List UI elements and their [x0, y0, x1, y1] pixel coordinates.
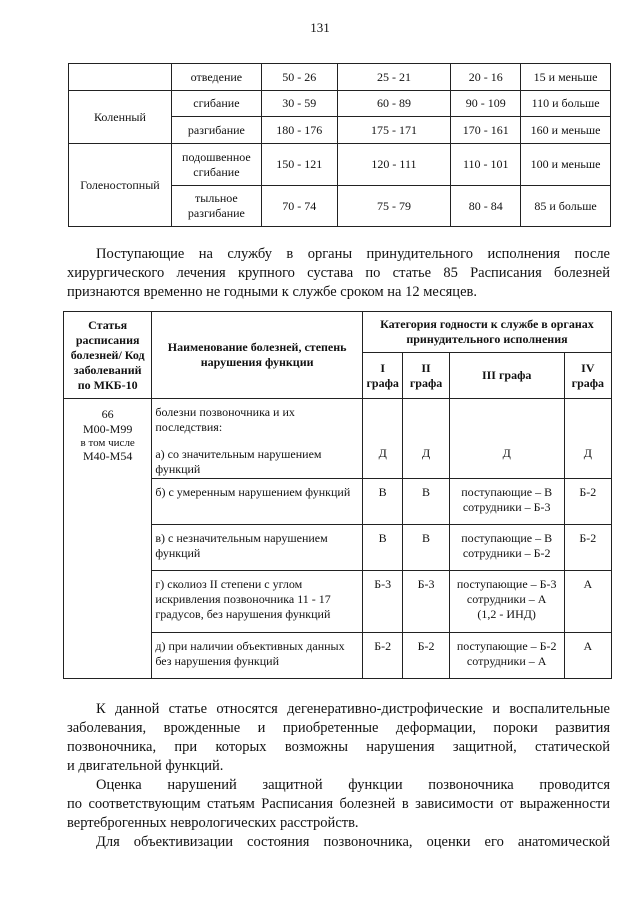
range-cell: 25 - 21 [337, 64, 451, 91]
disease-name-cell [152, 399, 363, 479]
icd-code-subrange: М40-М54 [83, 449, 133, 463]
paragraph-objectification [67, 833, 610, 852]
range-cell: 20 - 16 [451, 64, 521, 91]
category-employees: сотрудники – Б-3 [462, 500, 551, 514]
range-cell: 100 и меньше [521, 144, 611, 186]
text-line: Для объективизации состояния позвоночника, оценки его анатомической [96, 834, 610, 850]
joint-cell: Коленный [69, 91, 172, 144]
fitness-category-table [63, 311, 612, 679]
paragraph-article-scope [67, 700, 610, 776]
category-applicants: поступающие – В [461, 485, 553, 499]
disease-subitem: д) при наличии объективных данных без нарушения функций [152, 633, 363, 679]
category-cell-multi [449, 633, 564, 679]
range-cell: 175 - 171 [337, 117, 451, 144]
text-line: К данной статье относятся дегенеративно-дистрофические и воспалительные [96, 701, 610, 717]
article-header: Статья расписания болезней/ Код заболеваний по МКБ-10 [64, 312, 152, 399]
text-line: по соответствующим статьям Расписания болезней в зависимости от выраженности [67, 796, 610, 812]
category-cell: В [362, 525, 403, 571]
joint-cell [69, 64, 172, 91]
category-applicants: поступающие – В [461, 531, 553, 545]
category-employees: сотрудники – А [466, 592, 547, 606]
category-cell: Д [403, 399, 449, 479]
paragraph-assessment [67, 776, 610, 833]
range-cell: 60 - 89 [337, 91, 451, 117]
category-cell: Б-2 [362, 633, 403, 679]
text-line: позвоночника, при которых возможны нарушения защитной, статической [67, 739, 610, 755]
range-cell: 75 - 79 [337, 186, 451, 227]
category-cell: Б-3 [403, 571, 449, 633]
article-number: 66 [101, 407, 114, 421]
joint-mobility-table [68, 63, 611, 227]
category-cell: Д [449, 399, 564, 479]
category-cell: А [564, 633, 611, 679]
including-label: в том числе [80, 437, 135, 449]
text-line: и двигательной функций. [67, 758, 224, 774]
category-cell: В [403, 479, 449, 525]
table-row [69, 64, 611, 91]
disease-subitem: б) с умеренным нарушением функций [152, 479, 363, 525]
disease-name-header: Наименование болезней, степень нарушения функции [152, 312, 363, 399]
category-cell: Б-2 [564, 479, 611, 525]
category-applicants: поступающие – Б-2 [456, 639, 557, 653]
range-cell: 85 и больше [521, 186, 611, 227]
range-cell: 150 - 121 [261, 144, 337, 186]
column-header-3: III графа [449, 353, 564, 399]
article-cell [64, 399, 152, 679]
movement-cell: разгибание [171, 117, 261, 144]
text-line: Поступающие на службу в органы принудительного исполнения после [96, 246, 610, 262]
category-cell: Б-2 [564, 525, 611, 571]
text-line: заболевания, врожденные и приобретенные деформации, пороки развития [67, 720, 610, 736]
movement-cell: отведение [171, 64, 261, 91]
range-cell: 170 - 161 [451, 117, 521, 144]
text-line: Оценка нарушений защитной функции позвоночника проводится [96, 777, 610, 793]
text-line: признаются временно не годными к службе сроком на 12 месяцев. [67, 284, 477, 300]
table-row [69, 91, 611, 117]
table-header-row [64, 312, 612, 353]
icd-code-range: М00-М99 [83, 422, 133, 436]
category-cell: В [403, 525, 449, 571]
category-cell: В [362, 479, 403, 525]
category-employees: сотрудники – Б-2 [462, 546, 551, 560]
category-applicants: поступающие – Б-3 [456, 577, 557, 591]
disease-subitem: г) сколиоз II степени с углом искривления позвоночника 11 - 17 градусов, без нарушения функций [152, 571, 363, 633]
category-cell-multi [449, 525, 564, 571]
table-row [69, 144, 611, 186]
column-header-4: IV графа [564, 353, 611, 399]
disease-subitem: в) с незначительным нарушением функций [152, 525, 363, 571]
range-cell: 80 - 84 [451, 186, 521, 227]
column-header-1: I графа [362, 353, 403, 399]
range-cell: 120 - 111 [337, 144, 451, 186]
range-cell: 110 - 101 [451, 144, 521, 186]
category-cell: Д [362, 399, 403, 479]
column-header-2: II графа [403, 353, 449, 399]
category-cell: Б-3 [362, 571, 403, 633]
category-cell: Д [564, 399, 611, 479]
range-cell: 180 - 176 [261, 117, 337, 144]
range-cell: 90 - 109 [451, 91, 521, 117]
range-cell: 30 - 59 [261, 91, 337, 117]
category-cell: Б-2 [403, 633, 449, 679]
text-line: хирургического лечения крупного сустава по статье 85 Расписания болезней [67, 265, 610, 281]
paragraph-postoperative [67, 245, 610, 302]
disease-group-label: болезни позвоночника и их последствия: [155, 405, 295, 434]
category-cell: А [564, 571, 611, 633]
movement-cell: подошвенное сгибание [171, 144, 261, 186]
joint-cell: Голеностопный [69, 144, 172, 227]
range-cell: 160 и меньше [521, 117, 611, 144]
movement-cell: тыльное разгибание [171, 186, 261, 227]
text-line: вертеброгенных неврологических расстройств. [67, 815, 359, 831]
category-note: (1,2 - ИНД) [477, 607, 536, 621]
category-header: Категория годности к службе в органах принудительного исполнения [362, 312, 611, 353]
page-number: 131 [310, 20, 330, 35]
movement-cell: сгибание [171, 91, 261, 117]
range-cell: 110 и больше [521, 91, 611, 117]
disease-subitem: а) со значительным нарушением функций [155, 447, 322, 476]
range-cell: 50 - 26 [261, 64, 337, 91]
table-row [64, 399, 612, 479]
category-employees: сотрудники – А [466, 654, 547, 668]
category-cell-multi [449, 571, 564, 633]
category-cell-multi [449, 479, 564, 525]
range-cell: 15 и меньше [521, 64, 611, 91]
range-cell: 70 - 74 [261, 186, 337, 227]
